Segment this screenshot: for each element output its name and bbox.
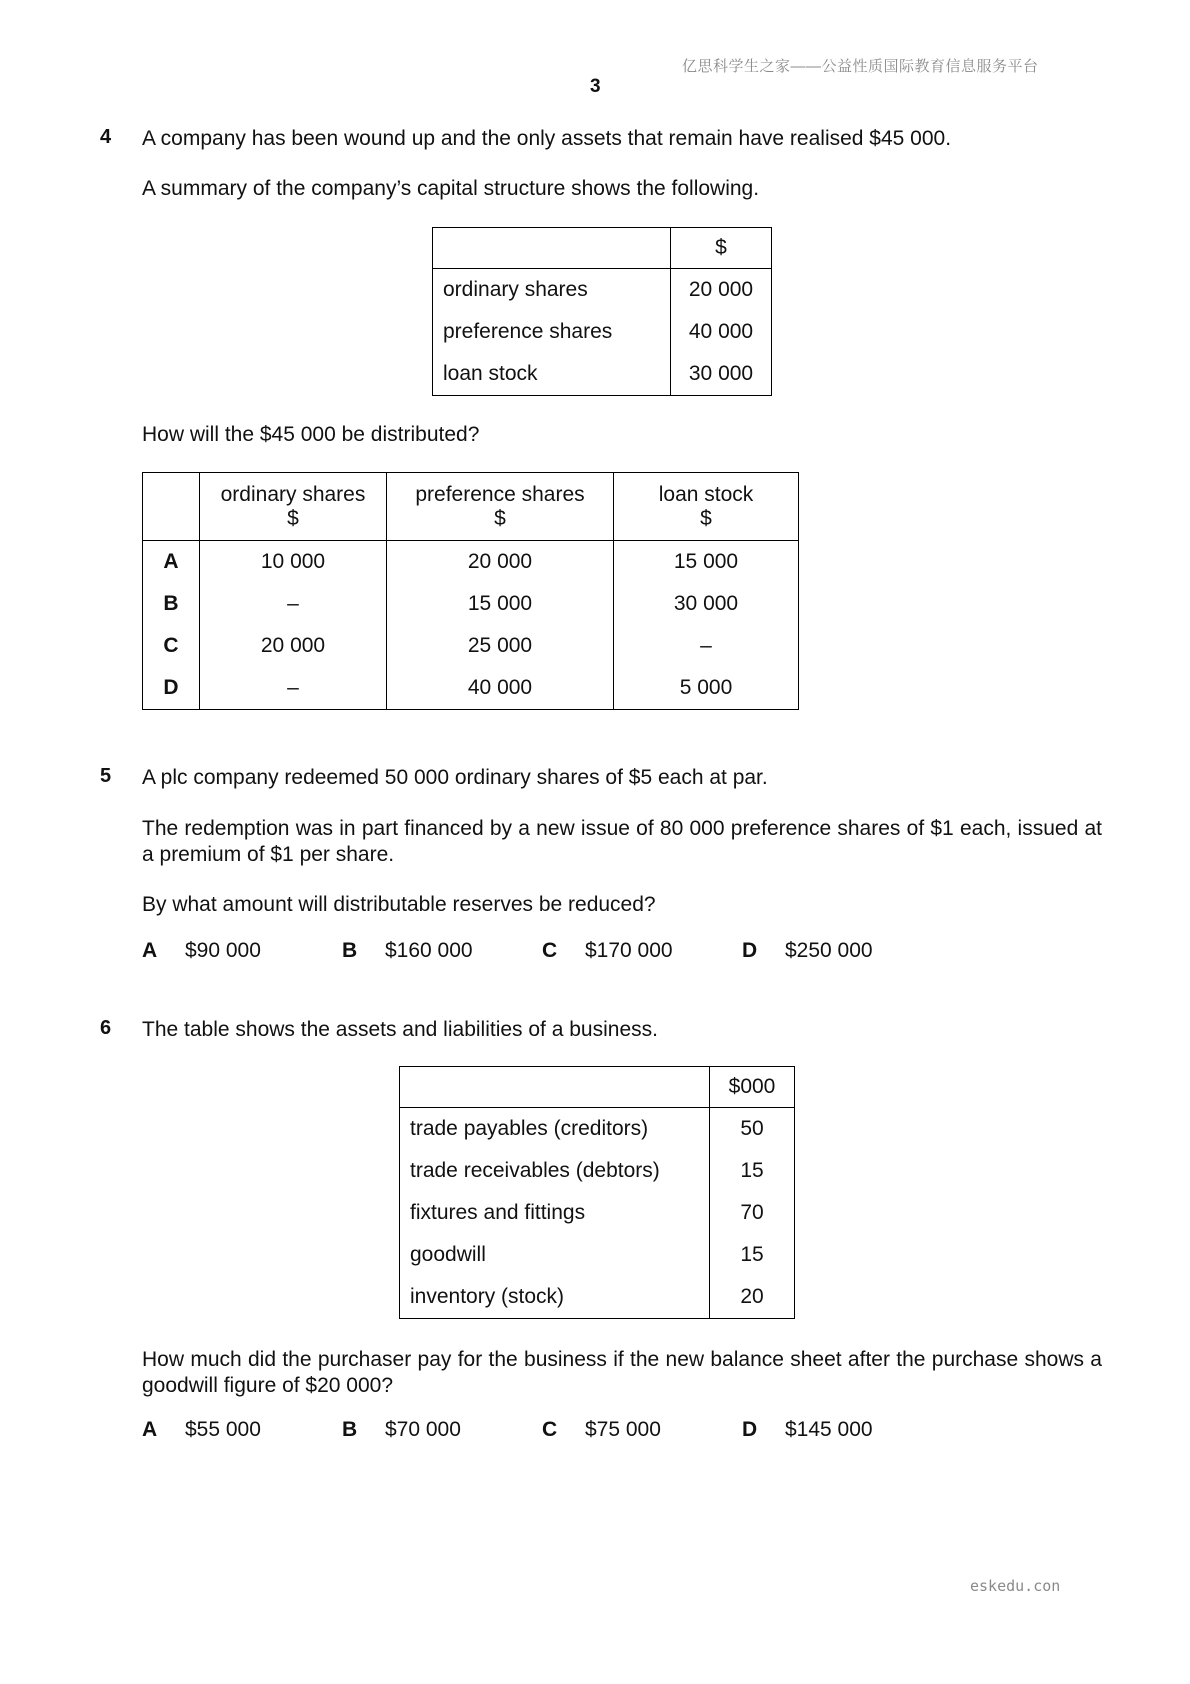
option-value: $75 000 [585, 1418, 661, 1441]
table-cell-value: 15 [740, 1243, 764, 1266]
table-cell: 15 000 [673, 550, 739, 573]
table-cell-label: preference shares [433, 311, 671, 353]
table-cell: 25 000 [387, 625, 614, 667]
question-number-4: 4 [100, 126, 112, 148]
table-cell: – [200, 667, 387, 710]
table-header-row [433, 228, 772, 269]
table-row [433, 269, 772, 312]
question-number-6: 6 [100, 1017, 112, 1039]
table-row [143, 667, 799, 710]
option-value: $170 000 [585, 939, 673, 962]
table-header-cell [433, 228, 671, 269]
q6-question: How much did the purchaser pay for the business if the new balance sheet after the purchase shows a goodwill figure of $20 000? [142, 1348, 1102, 1397]
capital-structure-table [432, 227, 772, 396]
option-value: $90 000 [185, 939, 261, 962]
table-cell-label: goodwill [400, 1234, 710, 1276]
column-unit: $ [700, 506, 712, 530]
q4-text-1: A company has been wound up and the only assets that remain have realised $45 000. [142, 127, 952, 150]
column-name: loan stock [658, 482, 754, 506]
option-value: $250 000 [785, 939, 873, 962]
column-name: ordinary shares [220, 482, 366, 506]
table-cell-label: ordinary shares [433, 269, 671, 312]
table-cell: 40 000 [387, 667, 614, 710]
table-cell-value: 70 [740, 1201, 764, 1224]
question-number-5: 5 [100, 765, 112, 787]
option-value: $160 000 [385, 939, 473, 962]
table-row [400, 1276, 795, 1319]
table-header-cell: $ [671, 228, 772, 269]
option-letter: B [342, 939, 358, 962]
option-value: $145 000 [785, 1418, 873, 1441]
table-header-row [143, 473, 799, 541]
option-key: B [143, 583, 200, 625]
table-cell-label: loan stock [433, 353, 671, 396]
table-header-cell [614, 473, 799, 541]
table-header-cell-empty [143, 473, 200, 541]
option-value: $70 000 [385, 1418, 461, 1441]
option-letter: A [142, 1418, 158, 1441]
table-row [433, 311, 772, 353]
q6-text-1: The table shows the assets and liabilities of a business. [142, 1018, 658, 1041]
footer-watermark: eskedu.con [970, 1577, 1061, 1595]
table-header-cell: $000 [710, 1067, 795, 1108]
q5-text-1: A plc company redeemed 50 000 ordinary shares of $5 each at par. [142, 766, 768, 789]
table-row [400, 1192, 795, 1234]
table-row [143, 625, 799, 667]
table-cell-value: 40 000 [688, 320, 754, 343]
table-row [143, 583, 799, 625]
column-unit: $ [287, 506, 299, 530]
table-header-row [400, 1067, 795, 1108]
table-cell: 5 000 [679, 676, 733, 699]
option-letter: C [542, 1418, 558, 1441]
table-cell: 15 000 [387, 583, 614, 625]
q6-options [142, 1418, 1042, 1444]
column-unit: $ [494, 506, 506, 530]
option-letter: C [542, 939, 558, 962]
table-cell: – [200, 583, 387, 625]
option-letter: D [742, 939, 758, 962]
table-header-cell [200, 473, 387, 541]
table-cell: 20 000 [200, 625, 387, 667]
q4-question: How will the $45 000 be distributed? [142, 423, 480, 446]
option-letter: B [342, 1418, 358, 1441]
q5-options [142, 939, 1042, 965]
distribution-options-table [142, 472, 799, 710]
option-key: D [143, 667, 200, 710]
option-value: $55 000 [185, 1418, 261, 1441]
table-cell-value: 20 000 [688, 278, 754, 301]
table-cell-value: 30 000 [688, 362, 754, 385]
page-number: 3 [590, 76, 601, 97]
table-cell: – [700, 634, 712, 657]
option-key: A [143, 541, 200, 584]
table-cell-value: 15 [740, 1159, 764, 1182]
table-row [433, 353, 772, 396]
q5-text-2: The redemption was in part financed by a new issue of 80 000 preference shares of $1 each, issued at a premium of $1 per share. [142, 817, 1102, 866]
column-name: preference shares [415, 482, 585, 506]
table-cell-value: 50 [740, 1117, 764, 1140]
q4-text-2: A summary of the company’s capital structure shows the following. [142, 177, 760, 200]
table-header-cell [400, 1067, 710, 1108]
option-key: C [143, 625, 200, 667]
option-letter: D [742, 1418, 758, 1441]
table-cell: 10 000 [200, 541, 387, 584]
table-row [143, 541, 799, 584]
table-cell: 30 000 [673, 592, 739, 615]
table-cell: 20 000 [387, 541, 614, 584]
table-cell-label: trade payables (creditors) [400, 1108, 710, 1151]
assets-liabilities-table [399, 1066, 795, 1319]
table-row [400, 1234, 795, 1276]
table-header-cell [387, 473, 614, 541]
table-row [400, 1108, 795, 1151]
header-watermark: 亿思科学生之家——公益性质国际教育信息服务平台 [682, 58, 1039, 75]
q5-question: By what amount will distributable reserves be reduced? [142, 893, 656, 916]
table-cell-value: 20 [740, 1285, 764, 1308]
table-cell-label: fixtures and fittings [400, 1192, 710, 1234]
option-letter: A [142, 939, 158, 962]
table-row [400, 1150, 795, 1192]
table-cell-label: trade receivables (debtors) [400, 1150, 710, 1192]
table-cell-label: inventory (stock) [400, 1276, 710, 1319]
